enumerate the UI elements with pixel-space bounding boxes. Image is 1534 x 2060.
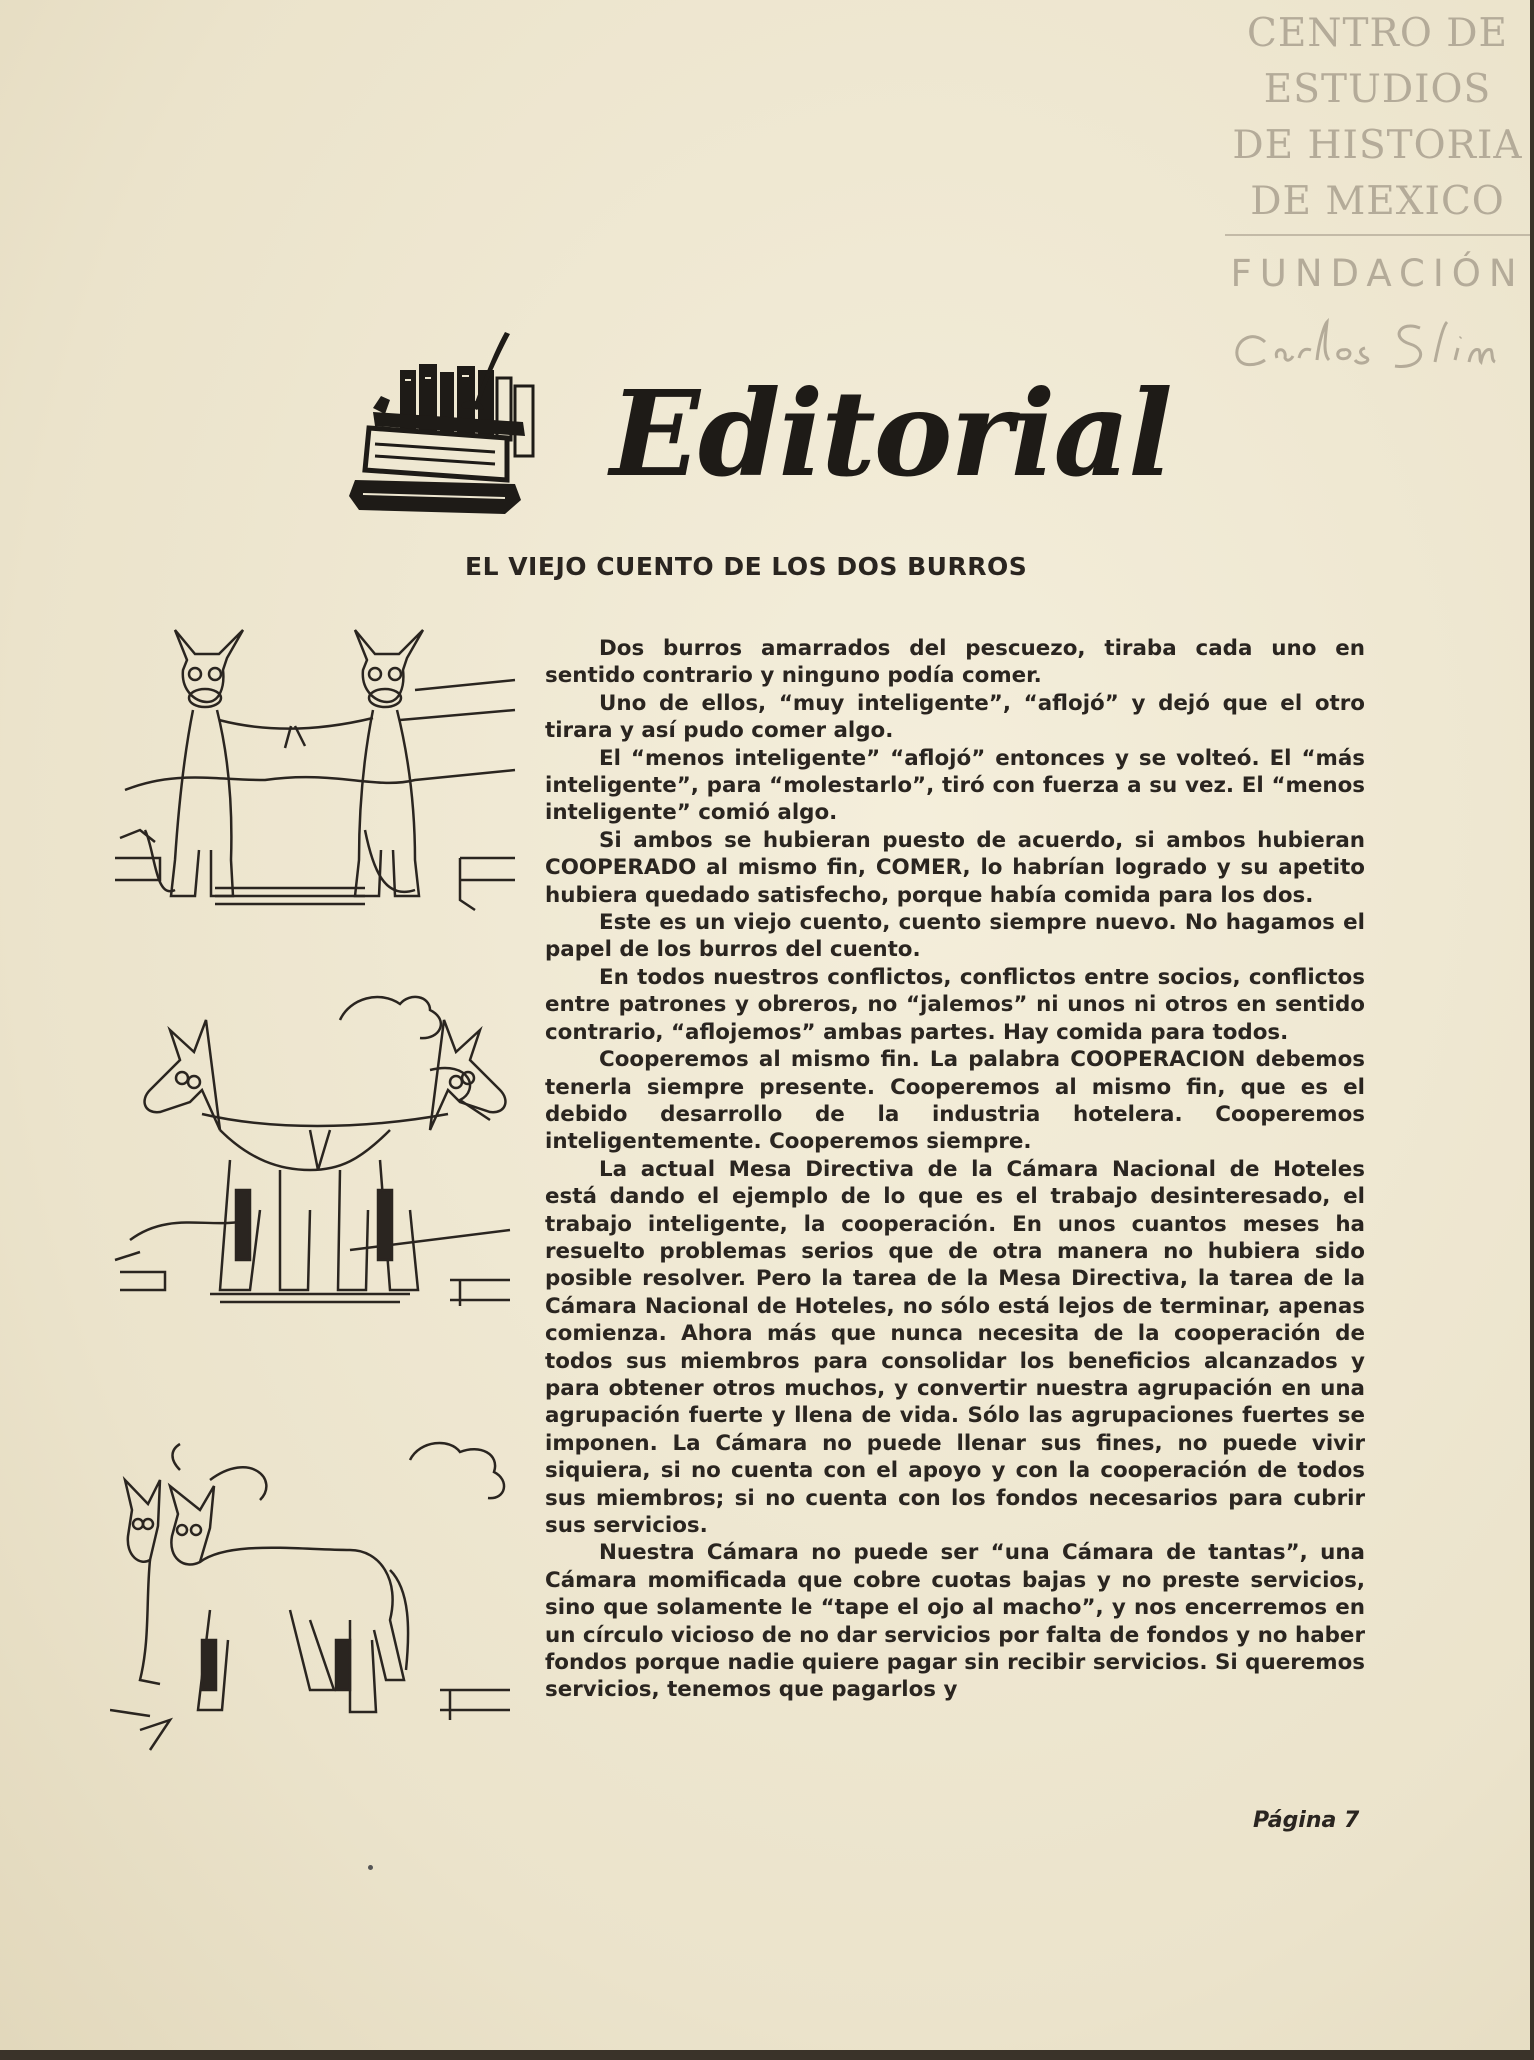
- print-speck: [368, 1865, 373, 1870]
- article-paragraph: Nuestra Cámara no puede ser “una Cámara de tantas”, una Cámara momificada que cobre cuotas bajas y no preste servicios, sino que solamente le “tape el ojo al macho”, y nos encerremos en un círculo vicioso de no dar servicios por falta de fondos y no haber fondos porque nadie quiere pagar sin recibir servicios. Si queremos servicios, tenemos que pagarlos y: [545, 1540, 1365, 1703]
- watermark-foundation: FUNDACIÓN: [1230, 252, 1525, 295]
- article-paragraph: La actual Mesa Directiva de la Cámara Nacional de Hoteles está dando el ejemplo de lo que es el trabajo desinteresado, el trabajo inteligente, la cooperación. En unos cuantos meses ha resuelto problemas serios que de otra manera no hubiera sido posible resolver. Pero la tarea de la Mesa Directiva, la tarea de la Cámara Nacional de Hoteles, no sólo está lejos de terminar, apenas comienza. Ahora más que nunca necesita de la cooperación de todos sus miembros para consolidar los beneficios alcanzados y para obtener otros muchos, y convertir nuestra agrupación en una agrupación fuerte y llena de vida. Sólo las agrupaciones fuertes se imponen. La Cámara no puede llenar sus fines, no puede vivir siquiera, si no cuenta con el apoyo y con la cooperación de todos sus miembros; si no cuenta con los fondos necesarios para cubrir sus servicios.: [545, 1156, 1365, 1538]
- article-paragraph: Cooperemos al mismo fin. La palabra COOPERACION debemos tenerla siempre presente. Cooperemos al mismo fin, que es el debido desarrollo de la industria hotelera. Cooperemos inteligentemente. Cooperemos siempre.: [545, 1047, 1365, 1155]
- article-subtitle: EL VIEJO CUENTO DE LOS DOS BURROS: [465, 552, 1028, 581]
- page-number: Página 7: [1253, 1808, 1360, 1833]
- signature-logo: [1225, 310, 1530, 380]
- watermark-line: DE HISTORIA: [1232, 123, 1523, 168]
- watermark-line: CENTRO DE: [1247, 11, 1508, 56]
- article-paragraph: Uno de ellos, “muy inteligente”, “aflojó” y dejó que el otro tirara y así pudo comer algo.: [545, 690, 1365, 744]
- article-paragraph: El “menos inteligente” “aflojó” entonces y se volteó. El “más inteligente”, para “molestarlo”, tiró con fuerza a su vez. El “menos inteligente” comió algo.: [545, 745, 1365, 826]
- article-paragraph: Dos burros amarrados del pescuezo, tiraba cada uno en sentido contrario y ninguno podía comer.: [545, 636, 1365, 689]
- watermark-line: ESTUDIOS: [1263, 67, 1492, 112]
- donkeys-tangled-illustration: [110, 990, 520, 1330]
- archive-watermark: [1225, 0, 1530, 380]
- article-paragraph: En todos nuestros conflictos, conflictos entre socios, conflictos entre patrones y obreros, no “jalemos” ni unos ni otros en sentido contrario, “aflojemos” ambas partes. Hay comida para todos.: [545, 964, 1365, 1045]
- article-body: [545, 635, 1365, 1704]
- article-paragraph: Si ambos se hubieran puesto de acuerdo, si ambos hubieran COOPERADO al mismo fin, COMER, lo habrían logrado y su apetito hubiera quedado satisfecho, porque había comida para los dos.: [545, 827, 1365, 908]
- books-quill-icon: [345, 330, 565, 525]
- watermark-line: DE MEXICO: [1250, 179, 1505, 224]
- donkeys-pulling-illustration: [115, 620, 525, 920]
- article-paragraph: Este es un viejo cuento, cuento siempre nuevo. No hagamos el papel de los burros del cuento.: [545, 910, 1365, 963]
- watermark-divider: [1225, 234, 1530, 236]
- donkeys-together-illustration: [110, 1440, 520, 1760]
- page-title: Editorial: [610, 364, 1171, 503]
